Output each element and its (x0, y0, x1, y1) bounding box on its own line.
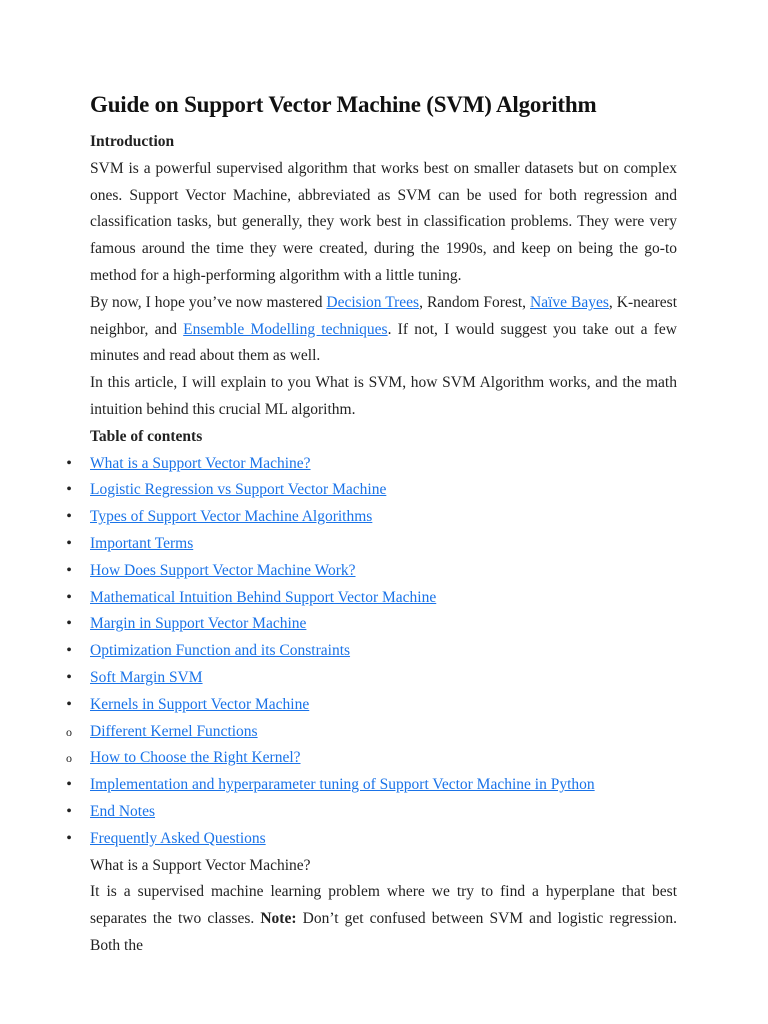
section-text-1: It is a supervised machine learning problem where we try to find a hyperplane that best separates the two classes. (90, 883, 677, 928)
link-ensemble-modelling[interactable]: Ensemble Modelling techniques (183, 320, 388, 338)
bullet-icon (64, 504, 74, 531)
link-decision-trees[interactable]: Decision Trees (326, 293, 420, 311)
prereq-paragraph (90, 290, 677, 370)
toc-link[interactable]: What is a Support Vector Machine? (90, 454, 311, 472)
bullet-icon (64, 826, 74, 853)
section-text-2: Don’t get confused between SVM and logistic regression. Both the (90, 910, 678, 954)
toc-link[interactable]: Optimization Function and its Constraints (90, 642, 351, 660)
bullet-icon (64, 451, 74, 478)
bullet-icon (64, 638, 74, 665)
toc-item (90, 451, 677, 478)
prereq-text-2: , Random Forest, (419, 293, 531, 311)
toc-link[interactable]: Logistic Regression vs Support Vector Machine (90, 481, 387, 499)
toc-item (90, 531, 677, 558)
toc-item (90, 799, 677, 826)
article-flow (90, 129, 677, 960)
toc-item (90, 611, 677, 638)
bullet-icon (64, 772, 74, 799)
toc-heading: Table of contents (90, 427, 203, 445)
prereq-text-1: By now, I hope you’ve now mastered (90, 293, 327, 311)
section-paragraph (90, 879, 677, 959)
toc-item (90, 638, 677, 665)
bullet-icon (64, 531, 74, 558)
toc-link[interactable]: How Does Support Vector Machine Work? (90, 561, 356, 579)
toc-item (90, 772, 677, 799)
toc-item (90, 585, 677, 612)
bullet-icon (64, 558, 74, 585)
toc-link[interactable]: How to Choose the Right Kernel? (90, 749, 301, 767)
bullet-icon (64, 665, 74, 692)
prereq-text-3: , K-nearest neighbor, and (90, 293, 678, 338)
toc-link[interactable]: Important Terms (90, 534, 194, 552)
toc-item (90, 558, 677, 585)
bullet-icon (64, 745, 74, 772)
toc-link[interactable]: Margin in Support Vector Machine (90, 615, 307, 633)
toc-item (90, 477, 677, 504)
section-heading: What is a Support Vector Machine? (90, 856, 311, 874)
bullet-icon (64, 799, 74, 826)
table-of-contents (90, 451, 677, 853)
toc-link[interactable]: Soft Margin SVM (90, 668, 203, 686)
toc-link[interactable]: Frequently Asked Questions (90, 829, 266, 847)
bullet-icon (64, 477, 74, 504)
toc-link[interactable]: Kernels in Support Vector Machine (90, 695, 310, 713)
toc-item (90, 826, 677, 853)
bullet-icon (64, 585, 74, 612)
toc-item (90, 745, 677, 772)
article-paragraph: In this article, I will explain to you What is SVM, how SVM Algorithm works, and the math intuition behind this crucial ML algorithm. (90, 374, 677, 418)
toc-link[interactable]: Mathematical Intuition Behind Support Vector Machine (90, 588, 437, 606)
toc-item (90, 719, 677, 746)
bullet-icon (64, 719, 74, 746)
note-label: Note: (260, 910, 297, 928)
toc-item (90, 665, 677, 692)
toc-link[interactable]: Implementation and hyperparameter tuning of Support Vector Machine in Python (90, 776, 595, 794)
toc-link[interactable]: End Notes (90, 802, 156, 820)
toc-item (90, 692, 677, 719)
prereq-text-4: . If not, I would suggest you take out a few minutes and read about them as well. (90, 320, 678, 365)
introduction-heading: Introduction (90, 133, 175, 150)
bullet-icon (64, 692, 74, 719)
link-naive-bayes[interactable]: Naïve Bayes (530, 293, 609, 311)
toc-link[interactable]: Different Kernel Functions (90, 722, 258, 740)
toc-item (90, 504, 677, 531)
bullet-icon (64, 611, 74, 638)
intro-paragraph: SVM is a powerful supervised algorithm that works best on smaller datasets but on complex ones. Support Vector Machine, abbreviated as SVM can be used for both regression and classification tasks, but generally, they work best in classification problems. They were very famous around the time they were created, during the 1990s, and keep on being the go-to method for a high-performing algorithm with a little tuning. (90, 159, 677, 284)
toc-link[interactable]: Types of Support Vector Machine Algorithms (90, 508, 373, 526)
page-title: Guide on Support Vector Machine (SVM) Algorithm (90, 92, 597, 117)
